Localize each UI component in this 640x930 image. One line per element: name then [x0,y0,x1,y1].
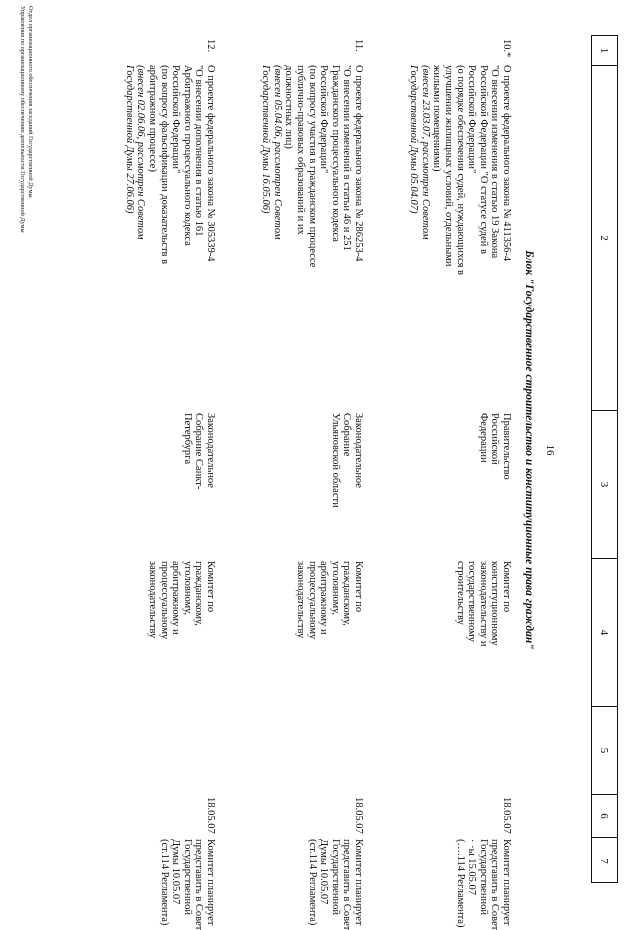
footer-line-2: Управления по организационному обеспечению деятельности Государственной Думы [19,6,26,233]
row-initiator: Законодательное Собрание Санкт- Петербурга [181,413,216,490]
row-description: О проекте федерального закона № 305339-4 "О внесении дополнения в статью 161 Арбитражного процессуального кодекса Российской Федерации" (по вопросу фальсификации доказательств в арбитражном процессе) (внесен 02.06.06, рассмотрен Советом Государственной Думы 27.06.06) [123,65,216,315]
footer-line-1: Отдел организационного обеспечения заседаний Государственной Думы [27,6,34,198]
row-number: 10.* [501,39,512,58]
header-col-7: 7 [598,858,611,864]
row-status: Комитет планирует представить в Совет Государственной Думы 10.05.07 (ст.114 Регламента) [158,839,216,930]
row-number: 11. [353,39,364,52]
header-col-5: 5 [592,707,617,795]
header-col-1: 1 [592,36,617,66]
row-description: О проекте федерального закона № 286253-4 "О внесении изменений в статьи 46 и 251 Гражданского процессуального кодекса Российской Федерации" (по вопросу участия в гражданском процессе публично-правовых образований и их должностных лиц) (внесен 05.04.06, рассмотрен Советом Государственной Думы 16.05.06) [260,65,364,315]
row-status: Комитет планирует представить в Совет Государственной Думы 10.05.07 (ст.114 Регламента) [306,839,364,930]
column-header-table [591,35,618,883]
header-col-2: 2 [592,66,617,411]
row-date: 18.05.07 [353,797,364,834]
row-note: (внесен 05.04.06, рассмотрен Советом [271,65,283,240]
row-date: 18.05.07 [501,797,512,834]
row-committee: Комитет по конституционному законодательству и государственному строительству [454,561,512,647]
row-note: (внесен 02.06.06, рассмотрен Советом [135,65,147,240]
row-initiator: Правительство Российской Федерации [477,413,512,480]
header-col-6: 6 [592,795,617,838]
block-title: Блок "Государственное строительство и конституционные права граждан" [523,250,535,650]
row-number: 12. [205,39,216,53]
row-committee: Комитет по гражданскому, уголовному, арбитражному и процессуальному законодательству [147,561,216,640]
page-number: 16 [544,444,556,456]
row-description: О проекте федерального закона № 411356-4 "О внесении изменения в статью 19 Закона Российской Федерации "О статусе судей в Российской Федерации" (о порядке обеспечения судей, нуждающихся в улучшении жилищных условий, отдельными жилыми помещениями) (внесен 23.03.07, рассмотрен Советом Государственной Думы 05.04.07) [408,65,512,315]
row-status: Комитет планирует представить в Совет Государственной · ·ы 15.05.07 (….114 Регламента) [454,839,512,930]
row-initiator: Законодательное Собрание Ульяновской области [329,413,364,508]
header-col-3: 3 [592,411,617,559]
row-note: (внесен 23.03.07, рассмотрен Советом [419,65,431,240]
row-committee: Комитет по гражданскому, уголовному, арбитражному и процессуальному законодательству [295,561,364,640]
row-date: 18.05.07 [205,797,216,834]
header-col-4: 4 [592,559,617,707]
